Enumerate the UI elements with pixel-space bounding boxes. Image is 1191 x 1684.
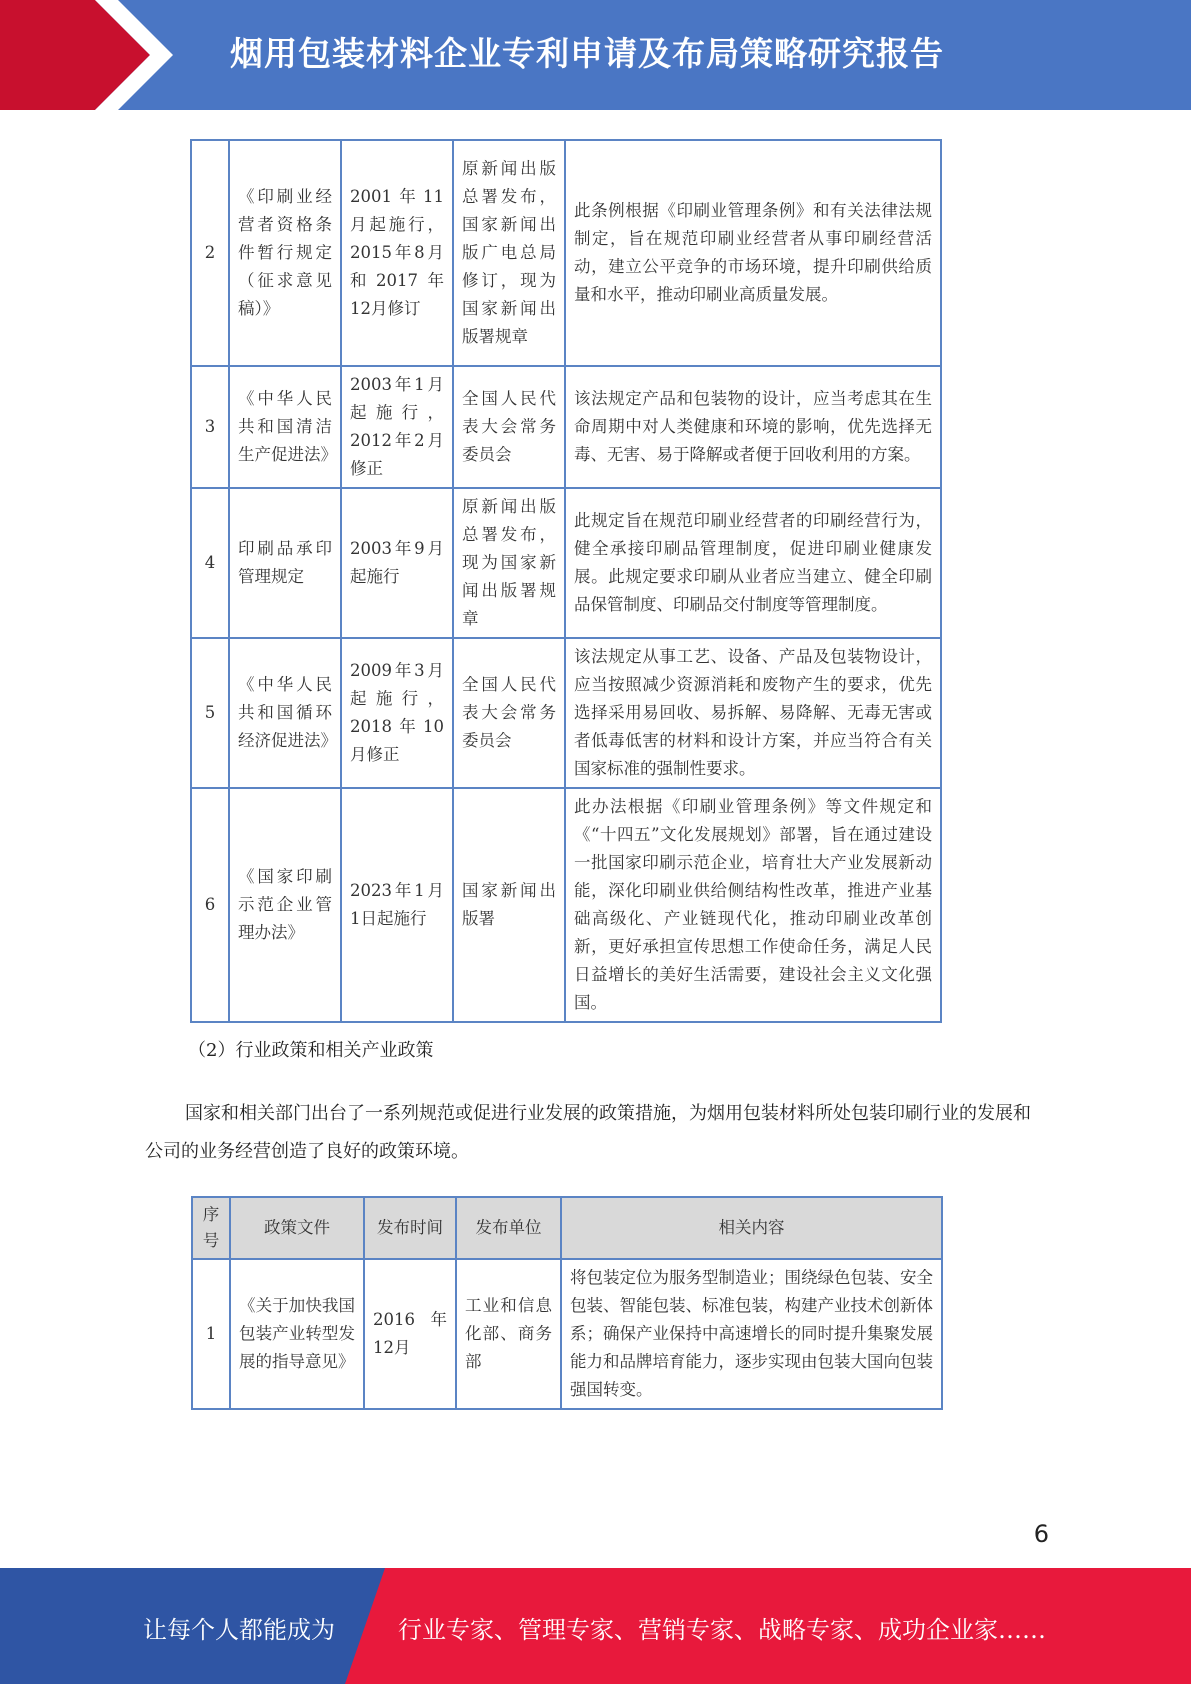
policy-doc: 《关于加快我国包装产业转型发展的指导意见》: [230, 1259, 364, 1409]
law-name: 印刷品承印管理规定: [229, 488, 341, 638]
row-number: 4: [191, 488, 229, 638]
column-header-content: 相关内容: [561, 1197, 942, 1259]
law-date: 2001年11月起施行，2015年8月和2017年12月修订: [341, 140, 453, 366]
table-row: [191, 140, 941, 366]
page-header: [0, 0, 1191, 110]
body-paragraph: 国家和相关部门出台了一系列规范或促进行业发展的政策措施，为烟用包装材料所处包装印刷行业的发展和公司的业务经营创造了良好的政策环境。: [145, 1103, 1031, 1162]
column-header-date: 发布时间: [364, 1197, 456, 1259]
law-issuer: 全国人民代表大会常务委员会: [453, 638, 565, 788]
column-header-doc: 政策文件: [230, 1197, 364, 1259]
law-issuer: 国家新闻出版署: [453, 788, 565, 1022]
row-number: 5: [191, 638, 229, 788]
table-row: [191, 638, 941, 788]
row-number: 6: [191, 788, 229, 1022]
table-row: [192, 1259, 942, 1409]
law-name: 《中华人民共和国清洁生产促进法》: [229, 366, 341, 488]
laws-table: [190, 139, 942, 1023]
law-content: 此办法根据《印刷业管理条例》等文件规定和《“十四五”文化发展规划》部署，旨在通过建设一批国家印刷示范企业，培育壮大产业发展新动能，深化印刷业供给侧结构性改革，推进产业基础高级化、产业链现代化，推动印刷业改革创新，更好承担宣传思想工作使命任务，满足人民日益增长的美好生活需要，建设社会主义文化强国。: [565, 788, 941, 1022]
law-content: 该法规定产品和包装物的设计，应当考虑其在生命周期中对人类健康和环境的影响，优先选择无毒、无害、易于降解或者便于回收利用的方案。: [565, 366, 941, 488]
page-footer: [0, 1568, 1191, 1684]
policy-table: [191, 1196, 943, 1410]
law-name: 《中华人民共和国循环经济促进法》: [229, 638, 341, 788]
policy-date: 2016年12月: [364, 1259, 456, 1409]
column-header-no: 序号: [192, 1197, 230, 1259]
law-content: 此条例根据《印刷业管理条例》和有关法律法规制定，旨在规范印刷业经营者从事印刷经营活动，建立公平竞争的市场环境，提升印刷供给质量和水平，推动印刷业高质量发展。: [565, 140, 941, 366]
table-row: [191, 488, 941, 638]
law-name: 《国家印刷示范企业管理办法》: [229, 788, 341, 1022]
law-issuer: 原新闻出版总署发布，国家新闻出版广电总局修订，现为国家新闻出版署规章: [453, 140, 565, 366]
row-number: 3: [191, 366, 229, 488]
law-content: 该法规定从事工艺、设备、产品及包装物设计，应当按照减少资源消耗和废物产生的要求，优先选择采用易回收、易拆解、易降解、无毒无害或者低毒低害的材料和设计方案，并应当符合有关国家标准的强制性要求。: [565, 638, 941, 788]
footer-slogan-right: 行业专家、管理专家、营销专家、战略专家、成功企业家……: [398, 1616, 1046, 1644]
law-date: 2003年1月起施行，2012年2月修正: [341, 366, 453, 488]
law-content: 此规定旨在规范印刷业经营者的印刷经营行为，健全承接印刷品管理制度，促进印刷业健康发展。此规定要求印刷从业者应当建立、健全印刷品保管制度、印刷品交付制度等管理制度。: [565, 488, 941, 638]
policy-content: 将包装定位为服务型制造业；围绕绿色包装、安全包装、智能包装、标准包装，构建产业技术创新体系；确保产业保持中高速增长的同时提升集聚发展能力和品牌培育能力，逐步实现由包装大国向包装强国转变。: [561, 1259, 942, 1409]
law-name: 《印刷业经营者资格条件暂行规定（征求意见稿）》: [229, 140, 341, 366]
section-heading: （2）行业政策和相关产业政策: [188, 1040, 434, 1061]
row-number: 2: [191, 140, 229, 366]
table-row: [191, 788, 941, 1022]
law-date: 2023年1月1日起施行: [341, 788, 453, 1022]
row-number: 1: [192, 1259, 230, 1409]
law-date: 2003年9月起施行: [341, 488, 453, 638]
table-header-row: [192, 1197, 942, 1259]
law-issuer: 原新闻出版总署发布，现为国家新闻出版署规章: [453, 488, 565, 638]
header-title: 烟用包装材料企业专利申请及布局策略研究报告: [230, 34, 944, 73]
table-row: [191, 366, 941, 488]
policy-issuer: 工业和信息化部、商务部: [456, 1259, 561, 1409]
law-issuer: 全国人民代表大会常务委员会: [453, 366, 565, 488]
law-date: 2009年3月起施行，2018年10月修正: [341, 638, 453, 788]
page-number: 6: [1033, 1520, 1049, 1548]
column-header-issuer: 发布单位: [456, 1197, 561, 1259]
footer-slogan-left: 让每个人都能成为: [143, 1616, 335, 1644]
